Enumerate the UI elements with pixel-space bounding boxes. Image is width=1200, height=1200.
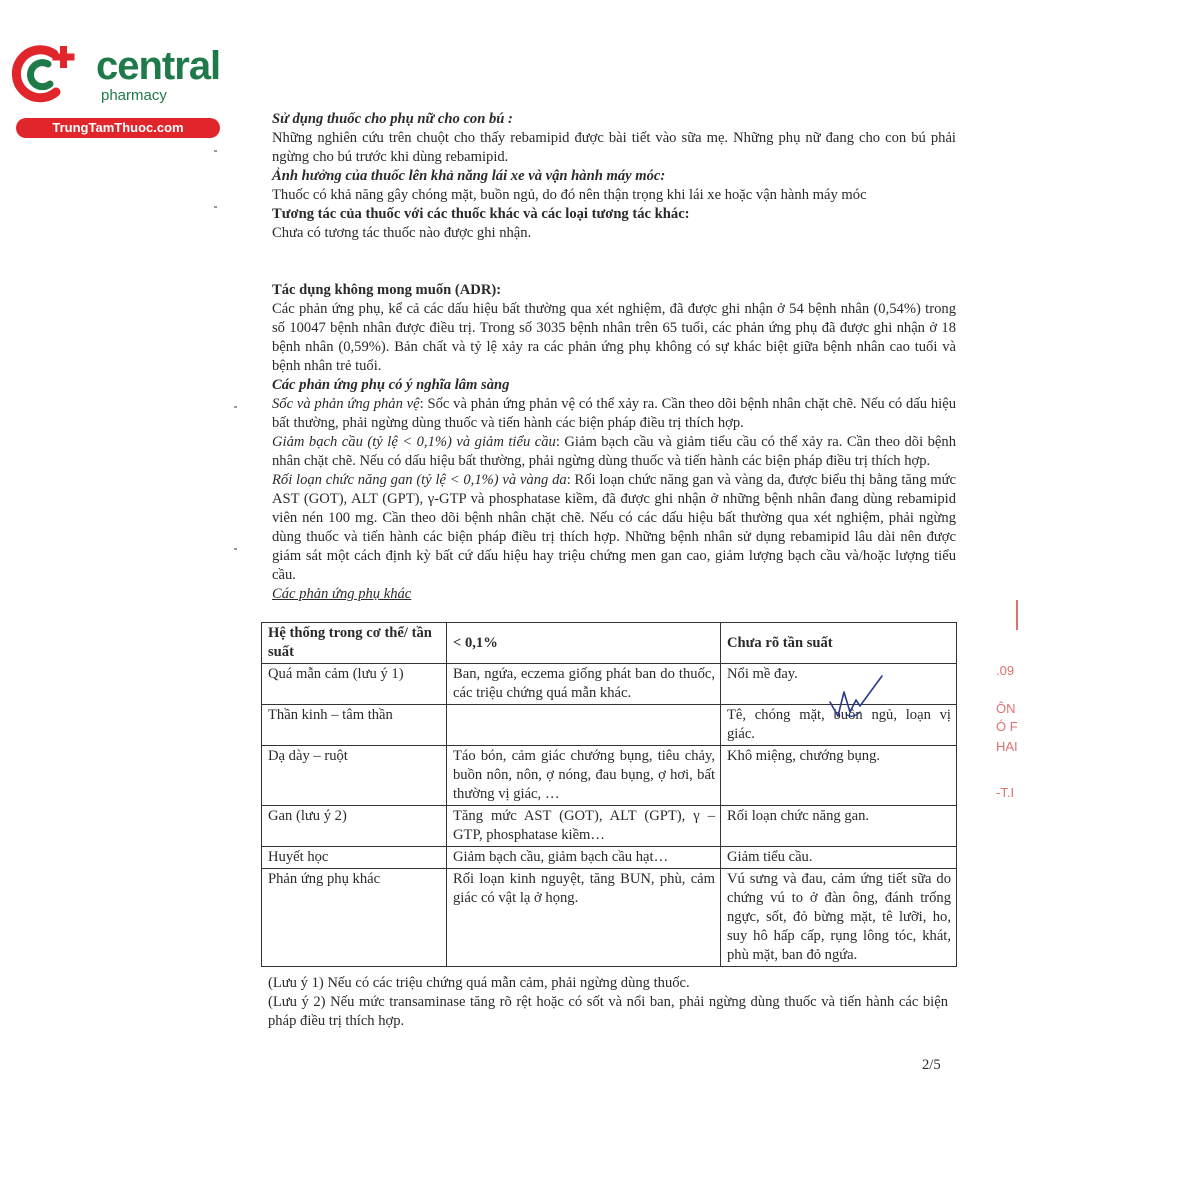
table-cell-unknown: Nổi mề đay. bbox=[721, 664, 957, 705]
table-cell-system: Phản ứng phụ khác bbox=[262, 869, 447, 967]
table-notes bbox=[268, 974, 948, 1031]
table-cell-rare: Táo bón, cảm giác chướng bụng, tiêu chảy, buồn nôn, nôn, ợ nóng, đau bụng, ợ hơi, bất thường vị giác, … bbox=[447, 746, 721, 806]
handwritten-signature-mark bbox=[816, 672, 892, 732]
pharmacy-cross-logo-icon bbox=[10, 42, 82, 106]
column-header-system: Hệ thống trong cơ thể/ tần suất bbox=[262, 623, 447, 664]
edge-fragment: Ó F bbox=[996, 719, 1018, 734]
note-2: (Lưu ý 2) Nếu mức transaminase tăng rõ rệt hoặc có sốt và nổi ban, phải ngừng dùng thuốc và tiến hành các biện pháp điều trị thích hợp. bbox=[268, 994, 948, 1029]
section-heading-driving: Ảnh hưởng của thuốc lên khả năng lái xe và vận hành máy móc: bbox=[272, 168, 666, 184]
edge-fragment: ÔN bbox=[996, 701, 1016, 716]
liver-text: : Rối loạn chức năng gan và vàng da, được biểu thị bằng tăng mức AST (GOT), ALT (GPT), γ-GTP và phosphatase kiềm, đã được ghi nhận ở những bệnh nhân đang dùng rebamipid viên nén 100 mg. Cần theo dõi bệnh nhân chặt chẽ. Nếu có các dấu hiệu bất thường qua xét nghiệm, phải ngừng dùng thuốc và tiến hành các biện pháp điều trị thích hợp. Những bệnh nhân sử dụng rebamipid lâu dài nên được giám sát một cách định kỳ bất cứ dấu hiệu hay triệu chứng men gan cao, giảm lượng bạch cầu và/hoặc lượng tiểu cầu. bbox=[272, 472, 956, 583]
shock-text: : Sốc và phản ứng phản vệ có thể xảy ra. Cần theo dõi bệnh nhân chặt chẽ. Nếu có dấu hiệu bất thường, phải ngừng dùng thuốc và tiến hành các biện pháp điều trị thích hợp. bbox=[272, 396, 956, 431]
section-text-adr: Các phản ứng phụ, kể cả các dấu hiệu bất thường qua xét nghiệm, đã được ghi nhận ở 54 bệnh nhân (0,54%) trong số 10047 bệnh nhân được điều trị. Trong số 3035 bệnh nhân trên 65 tuổi, các phản ứng phụ đã được ghi nhận ở 18 bệnh nhân (0,59%). Bản chất và tỷ lệ xảy ra các phản ứng phụ không có sự khác biệt giữa bệnh nhân cao tuổi và bệnh nhân trẻ tuổi. bbox=[272, 301, 956, 374]
scan-mark bbox=[234, 548, 237, 550]
table-header-row bbox=[262, 623, 957, 664]
table-row bbox=[262, 869, 957, 967]
section-text-driving: Thuốc có khả năng gây chóng mặt, buồn ngủ, do đó nên thận trọng khi lái xe hoặc vận hành máy móc bbox=[272, 187, 867, 203]
scan-mark bbox=[214, 206, 217, 208]
edge-fragment: HAI bbox=[996, 739, 1018, 754]
document-body bbox=[272, 110, 956, 604]
clinical-blood-paragraph bbox=[272, 433, 956, 471]
liver-label: Rối loạn chức năng gan (tỷ lệ < 0,1%) và vàng da bbox=[272, 472, 567, 488]
table-cell-rare: Tăng mức AST (GOT), ALT (GPT), γ – GTP, phosphatase kiềm… bbox=[447, 806, 721, 847]
section-heading-adr: Tác dụng không mong muốn (ADR): bbox=[272, 282, 502, 298]
central-pharmacy-logo[interactable] bbox=[10, 38, 220, 138]
blood-label: Giảm bạch cầu (tỷ lệ < 0,1%) và giảm tiểu cầu bbox=[272, 434, 556, 450]
table-row bbox=[262, 806, 957, 847]
table-cell-rare: Rối loạn kinh nguyệt, tăng BUN, phù, cảm giác có vật lạ ở họng. bbox=[447, 869, 721, 967]
table-cell-system: Huyết học bbox=[262, 847, 447, 869]
shock-label: Sốc và phản ứng phản vệ bbox=[272, 396, 420, 412]
section-text-interactions: Chưa có tương tác thuốc nào được ghi nhận. bbox=[272, 225, 532, 241]
table-cell-rare bbox=[447, 705, 721, 746]
edge-fragment: -T.I bbox=[996, 785, 1015, 800]
section-heading-interactions: Tương tác của thuốc với các thuốc khác và các loại tương tác khác: bbox=[272, 206, 690, 222]
other-reactions-title: Các phản ứng phụ khác bbox=[272, 586, 412, 602]
page-number: 2/5 bbox=[922, 1057, 941, 1073]
table-row bbox=[262, 847, 957, 869]
logo-subtitle: pharmacy bbox=[101, 87, 167, 104]
table-cell-unknown: Vú sưng và đau, cảm ứng tiết sữa do chứng vú to ở đàn ông, đánh trống ngực, sốt, đỏ bừng mặt, tê lưỡi, ho, suy hô hấp cấp, rụng lông tóc, khát, phù mặt, ban đỏ ngứa. bbox=[721, 869, 957, 967]
table-cell-system: Quá mẫn cảm (lưu ý 1) bbox=[262, 664, 447, 705]
blood-text: : Giảm bạch cầu và giảm tiểu cầu có thể xảy ra. Cần theo dõi bệnh nhân chặt chẽ. Nếu có dấu hiệu bất thường, phải ngừng dùng thuốc và tiến hành các biện pháp điều trị thích hợp. bbox=[272, 434, 957, 469]
clinical-shock-paragraph bbox=[272, 395, 956, 433]
scan-mark bbox=[214, 150, 217, 152]
table-cell-rare: Giảm bạch cầu, giảm bạch cầu hạt… bbox=[447, 847, 721, 869]
table-cell-unknown: Tê, chóng mặt, buồn ngủ, loạn vị giác. bbox=[721, 705, 957, 746]
table-cell-system: Thần kinh – tâm thần bbox=[262, 705, 447, 746]
table-cell-unknown: Giảm tiểu cầu. bbox=[721, 847, 957, 869]
table-cell-unknown: Khô miệng, chướng bụng. bbox=[721, 746, 957, 806]
scan-mark bbox=[234, 406, 237, 408]
logo-brand-name: central bbox=[96, 44, 221, 88]
section-heading-clinical: Các phản ứng phụ có ý nghĩa lâm sàng bbox=[272, 377, 510, 393]
edge-red-mark bbox=[1016, 600, 1018, 630]
clinical-liver-paragraph bbox=[272, 471, 956, 585]
column-header-less-than-0-1: < 0,1% bbox=[447, 623, 721, 664]
table-cell-system: Dạ dày – ruột bbox=[262, 746, 447, 806]
logo-website-banner[interactable]: TrungTamThuoc.com bbox=[16, 118, 220, 138]
note-1: (Lưu ý 1) Nếu có các triệu chứng quá mẫn cảm, phải ngừng dùng thuốc. bbox=[268, 975, 690, 991]
table-row bbox=[262, 746, 957, 806]
section-heading-breastfeeding: Sử dụng thuốc cho phụ nữ cho con bú : bbox=[272, 111, 513, 127]
table-cell-system: Gan (lưu ý 2) bbox=[262, 806, 447, 847]
edge-fragment: .09 bbox=[996, 663, 1015, 678]
table-cell-rare: Ban, ngứa, eczema giống phát ban do thuốc, các triệu chứng quá mẫn khác. bbox=[447, 664, 721, 705]
table-cell-unknown: Rối loạn chức năng gan. bbox=[721, 806, 957, 847]
section-text-breastfeeding: Những nghiên cứu trên chuột cho thấy rebamipid được bài tiết vào sữa mẹ. Những phụ nữ đang cho con bú phải ngừng cho bú trước khi dùng rebamipid. bbox=[272, 130, 956, 165]
column-header-unknown-frequency: Chưa rõ tần suất bbox=[721, 623, 957, 664]
